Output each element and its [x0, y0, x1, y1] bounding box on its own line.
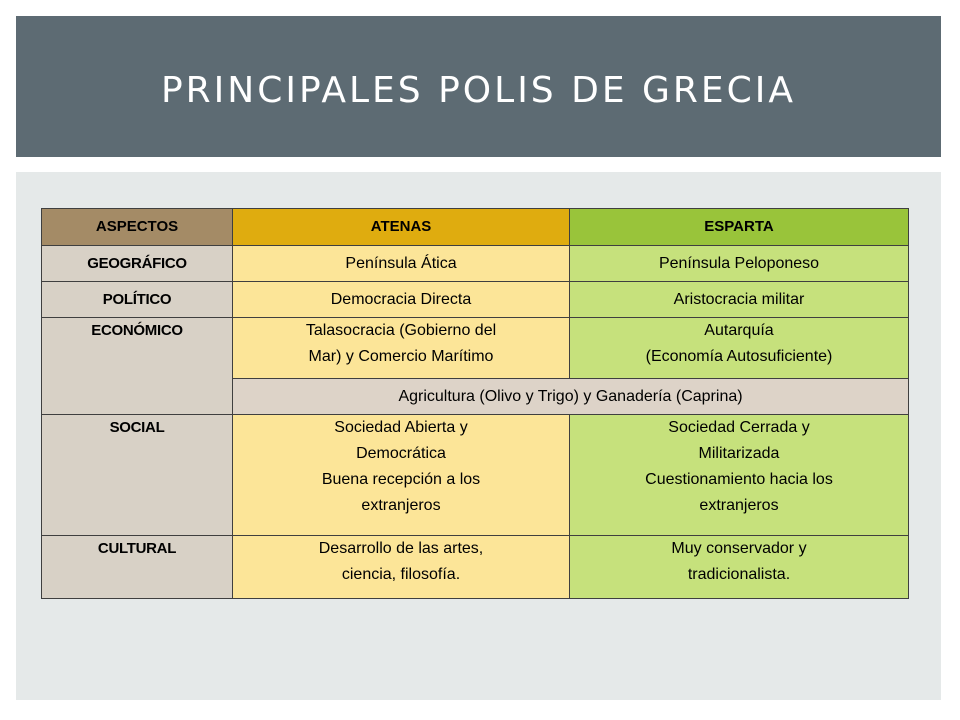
aspect-economico: ECONÓMICO: [42, 318, 233, 415]
slide-title: PRINCIPALES POLIS DE GRECIA: [160, 70, 797, 111]
title-bar: [16, 16, 941, 157]
esparta-cultural: [570, 536, 909, 599]
esparta-social-line: Sociedad Cerrada y: [668, 419, 810, 436]
atenas-politico: Democracia Directa: [233, 282, 570, 318]
header-esparta: ESPARTA: [570, 209, 909, 246]
atenas-social: [233, 415, 570, 536]
table-header-row: [42, 209, 909, 246]
aspect-cultural: CULTURAL: [42, 536, 233, 599]
row-social: [42, 415, 909, 536]
aspect-politico: POLÍTICO: [42, 282, 233, 318]
row-cultural: [42, 536, 909, 599]
atenas-cultural-line: Desarrollo de las artes,: [318, 540, 484, 557]
esparta-social-line: Cuestionamiento hacia los: [645, 471, 833, 488]
atenas-cultural: [233, 536, 570, 599]
row-economico: [42, 318, 909, 379]
atenas-social-line: Sociedad Abierta y: [334, 419, 468, 436]
esparta-politico: Aristocracia militar: [570, 282, 909, 318]
header-atenas: ATENAS: [233, 209, 570, 246]
esparta-economico-line: Autarquía: [704, 322, 774, 339]
esparta-cultural-line: tradicionalista.: [687, 566, 791, 583]
esparta-economico: [570, 318, 909, 379]
aspect-social: SOCIAL: [42, 415, 233, 536]
row-geografico: [42, 246, 909, 282]
header-aspectos: ASPECTOS: [42, 209, 233, 246]
atenas-cultural-line: ciencia, filosofía.: [341, 566, 461, 583]
atenas-social-line: extranjeros: [361, 497, 441, 514]
atenas-economico-line: Talasocracia (Gobierno del: [305, 322, 497, 339]
atenas-geografico: Península Ática: [233, 246, 570, 282]
esparta-social-line: Militarizada: [698, 445, 780, 462]
esparta-social: [570, 415, 909, 536]
esparta-cultural-line: Muy conservador y: [671, 540, 807, 557]
atenas-social-line: Buena recepción a los: [321, 471, 481, 488]
atenas-economico: [233, 318, 570, 379]
shared-economico: Agricultura (Olivo y Trigo) y Ganadería (Caprina): [233, 379, 909, 415]
aspect-geografico: GEOGRÁFICO: [42, 246, 233, 282]
atenas-social-line: Democrática: [356, 445, 446, 462]
row-politico: [42, 282, 909, 318]
esparta-geografico: Península Peloponeso: [570, 246, 909, 282]
esparta-social-line: extranjeros: [699, 497, 779, 514]
esparta-economico-line: (Economía Autosuficiente): [645, 348, 833, 365]
polis-comparison-table: [41, 208, 909, 599]
atenas-economico-line: Mar) y Comercio Marítimo: [308, 348, 494, 365]
